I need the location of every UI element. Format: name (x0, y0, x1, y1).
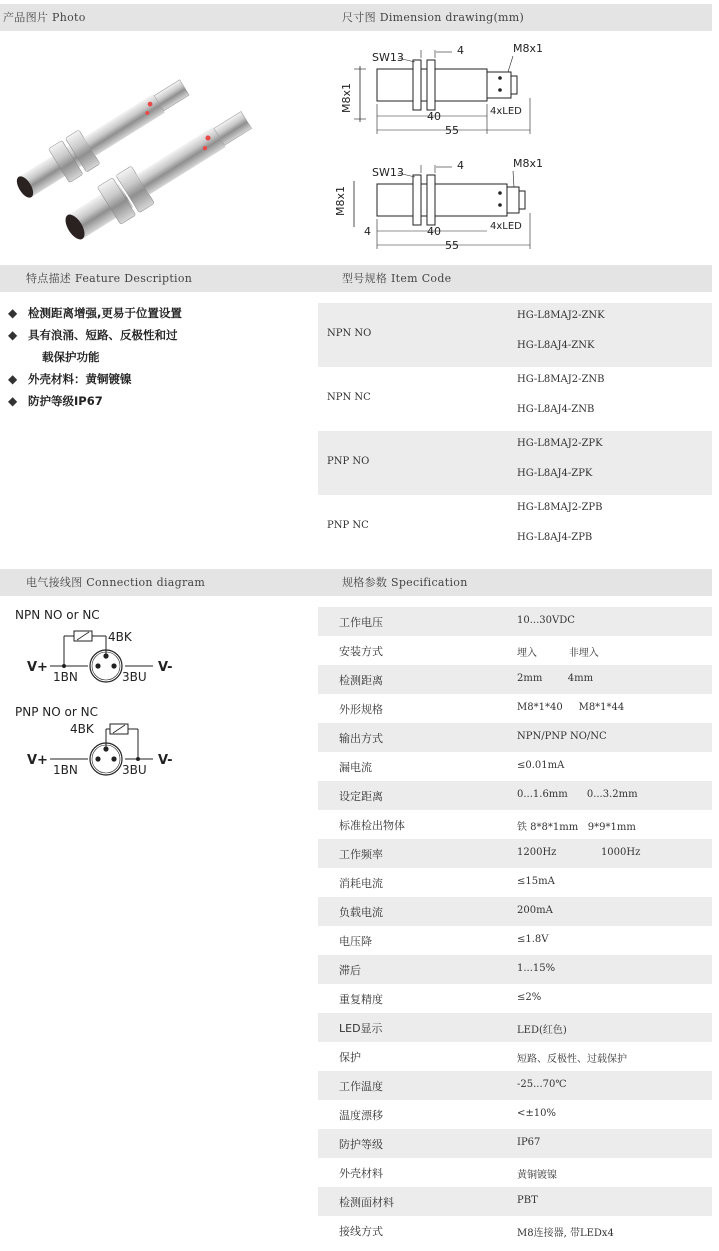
output-type: PNP NC (327, 520, 369, 531)
npn-title: NPN NO or NC (15, 608, 100, 622)
feature-header (0, 265, 320, 292)
spec-row (318, 1071, 712, 1100)
spec-value: ≤0.01mA (517, 760, 565, 771)
spec-row (318, 781, 712, 810)
led-label: 4xLED (490, 221, 522, 232)
dim-55-label: 55 (445, 239, 459, 252)
spec-label: 重复精度 (339, 993, 383, 1006)
feature-text: 具有浪涌、短路、反极性和过 (28, 328, 178, 342)
spec-value: <±10% (517, 1108, 556, 1119)
dim-4-label: 4 (457, 44, 464, 57)
spec-label: 电压降 (339, 935, 372, 948)
item-code: HG-L8MAJ2-ZPK (517, 438, 603, 449)
spec-row (318, 1158, 712, 1187)
spec-header-label: 规格参数 Specification (342, 576, 468, 589)
npn-bn-label: 1BN (53, 670, 78, 684)
spec-value: 1200Hz 1000Hz (517, 847, 641, 858)
feature-item (8, 390, 308, 412)
sensor-front (57, 101, 258, 249)
spec-value: 埋入 非埋入 (517, 648, 599, 659)
side-thread-label: M8x1 (334, 186, 347, 216)
spec-value: 200mA (517, 905, 553, 916)
dimension-drawing-top (340, 42, 543, 137)
spec-value: M8连接器, 带LEDx4 (517, 1228, 614, 1239)
dim-4-label: 4 (457, 159, 464, 172)
spec-row (318, 955, 712, 984)
pnp-bn-label: 1BN (53, 763, 78, 777)
feature-item (8, 368, 308, 390)
output-type: NPN NC (327, 392, 371, 403)
spec-value: IP67 (517, 1137, 541, 1148)
spec-label: 设定距离 (339, 790, 383, 803)
spec-label: 输出方式 (339, 732, 383, 745)
spec-label: 接线方式 (339, 1225, 383, 1238)
feature-item (8, 324, 308, 368)
spec-value: NPN/PNP NO/NC (517, 731, 607, 742)
output-type: PNP NO (327, 456, 370, 467)
spec-label: 消耗电流 (339, 877, 383, 890)
connection-header (0, 569, 320, 596)
spec-value: M8*1*40 M8*1*44 (517, 702, 625, 713)
pnp-bk-label: 4BK (70, 722, 94, 736)
spec-label: 保护 (339, 1051, 361, 1064)
spec-table (318, 607, 712, 1245)
spec-row (318, 1013, 712, 1042)
spec-row (318, 984, 712, 1013)
feature-text: 防护等级IP67 (28, 394, 103, 408)
pnp-title: PNP NO or NC (15, 705, 98, 719)
product-photo (0, 42, 300, 252)
dim-40-label: 40 (427, 110, 441, 123)
spec-label: 工作电压 (339, 616, 383, 629)
spec-value: 2mm 4mm (517, 673, 594, 684)
side-thread-label: M8x1 (340, 83, 353, 113)
spec-row (318, 636, 712, 665)
spec-value: LED(红色) (517, 1025, 567, 1036)
item-code-row (318, 495, 712, 559)
item-code: HG-L8AJ4-ZNB (517, 404, 595, 415)
item-code-row (318, 367, 712, 431)
spec-value: 10...30VDC (517, 615, 575, 626)
spec-label: 检测面材料 (339, 1196, 394, 1209)
item-code-header-label: 型号规格 Item Code (342, 272, 452, 285)
item-code: HG-L8MAJ2-ZPB (517, 502, 603, 513)
npn-bu-label: 3BU (122, 670, 147, 684)
npn-vplus-label: V+ (27, 660, 48, 675)
spec-row (318, 1216, 712, 1245)
spec-row (318, 839, 712, 868)
item-code-table (318, 303, 712, 559)
spec-row (318, 1187, 712, 1216)
pnp-bu-label: 3BU (122, 763, 147, 777)
thread-label: M8x1 (513, 42, 543, 55)
spec-label: 滞后 (339, 964, 361, 977)
spec-row (318, 723, 712, 752)
sw-label: SW13 (372, 166, 404, 179)
spec-value: -25...70℃ (517, 1079, 567, 1090)
npn-vminus-label: V- (158, 660, 173, 675)
spec-label: 检测距离 (339, 674, 383, 687)
dimension-drawing (330, 38, 550, 260)
spec-value: PBT (517, 1195, 538, 1206)
spec-row (318, 897, 712, 926)
spec-value: 1...15% (517, 963, 556, 974)
item-code: HG-L8MAJ2-ZNK (517, 310, 605, 321)
dim-55-label: 55 (445, 124, 459, 137)
spec-row (318, 1042, 712, 1071)
spec-label: 外壳材料 (339, 1167, 383, 1180)
thread-label: M8x1 (513, 157, 543, 170)
output-type: NPN NO (327, 328, 372, 339)
spec-row (318, 694, 712, 723)
item-code-row (318, 303, 712, 367)
spec-header (320, 569, 712, 596)
diamond-bullet-icon: ◆ (8, 394, 18, 408)
spec-label: 标准检出物体 (339, 819, 405, 832)
feature-text-continued: 载保护功能 (42, 350, 100, 364)
spec-value: 0...1.6mm 0...3.2mm (517, 789, 638, 800)
feature-header-label: 特点描述 Feature Description (26, 272, 193, 285)
spec-value: 黄铜镀镍 (517, 1170, 557, 1181)
dim-4b-label: 4 (364, 225, 371, 238)
feature-text: 检测距离增强,更易于位置设置 (28, 306, 182, 320)
spec-value: 铁 8*8*1mm 9*9*1mm (517, 822, 636, 833)
sw-label: SW13 (372, 51, 404, 64)
diamond-bullet-icon: ◆ (8, 372, 18, 386)
spec-row (318, 926, 712, 955)
spec-label: 外形规格 (339, 703, 383, 716)
connection-header-label: 电气接线图 Connection diagram (26, 576, 206, 589)
diamond-bullet-icon: ◆ (8, 328, 18, 342)
spec-value: ≤15mA (517, 876, 555, 887)
dimension-header-label: 尺寸图 Dimension drawing(mm) (342, 11, 525, 24)
spec-row (318, 1100, 712, 1129)
spec-label: 安装方式 (339, 645, 383, 658)
spec-label: 温度漂移 (339, 1109, 383, 1122)
feature-text: 外壳材料：黄铜镀镍 (28, 372, 132, 386)
item-code: HG-L8AJ4-ZPK (517, 468, 593, 479)
connection-diagram (10, 600, 210, 785)
feature-list (8, 302, 308, 412)
pnp-vplus-label: V+ (27, 753, 48, 768)
dimension-header (320, 4, 712, 31)
photo-header (0, 4, 320, 31)
spec-row (318, 1129, 712, 1158)
spec-row (318, 752, 712, 781)
diamond-bullet-icon: ◆ (8, 306, 18, 320)
spec-row (318, 810, 712, 839)
photo-header-label: 产品图片 Photo (3, 11, 86, 24)
spec-label: 防护等级 (339, 1138, 383, 1151)
npn-bk-label: 4BK (108, 630, 132, 644)
dim-40-label: 40 (427, 225, 441, 238)
dimension-drawing-bottom (334, 157, 543, 252)
spec-row (318, 607, 712, 636)
spec-row (318, 868, 712, 897)
item-code: HG-L8AJ4-ZNK (517, 340, 595, 351)
spec-row (318, 665, 712, 694)
pnp-vminus-label: V- (158, 753, 173, 768)
spec-value: 短路、反极性、过载保护 (517, 1054, 627, 1065)
spec-value: ≤2% (517, 992, 542, 1003)
spec-label: 漏电流 (339, 761, 372, 774)
item-code-row (318, 431, 712, 495)
item-code: HG-L8AJ4-ZPB (517, 532, 593, 543)
spec-label: 工作温度 (339, 1080, 383, 1093)
item-code-header (320, 265, 712, 292)
spec-label: 工作频率 (339, 848, 383, 861)
spec-value: ≤1.8V (517, 934, 549, 945)
feature-item (8, 302, 308, 324)
led-label: 4xLED (490, 106, 522, 117)
spec-label: LED显示 (339, 1022, 383, 1035)
item-code: HG-L8MAJ2-ZNB (517, 374, 605, 385)
spec-label: 负载电流 (339, 906, 383, 919)
